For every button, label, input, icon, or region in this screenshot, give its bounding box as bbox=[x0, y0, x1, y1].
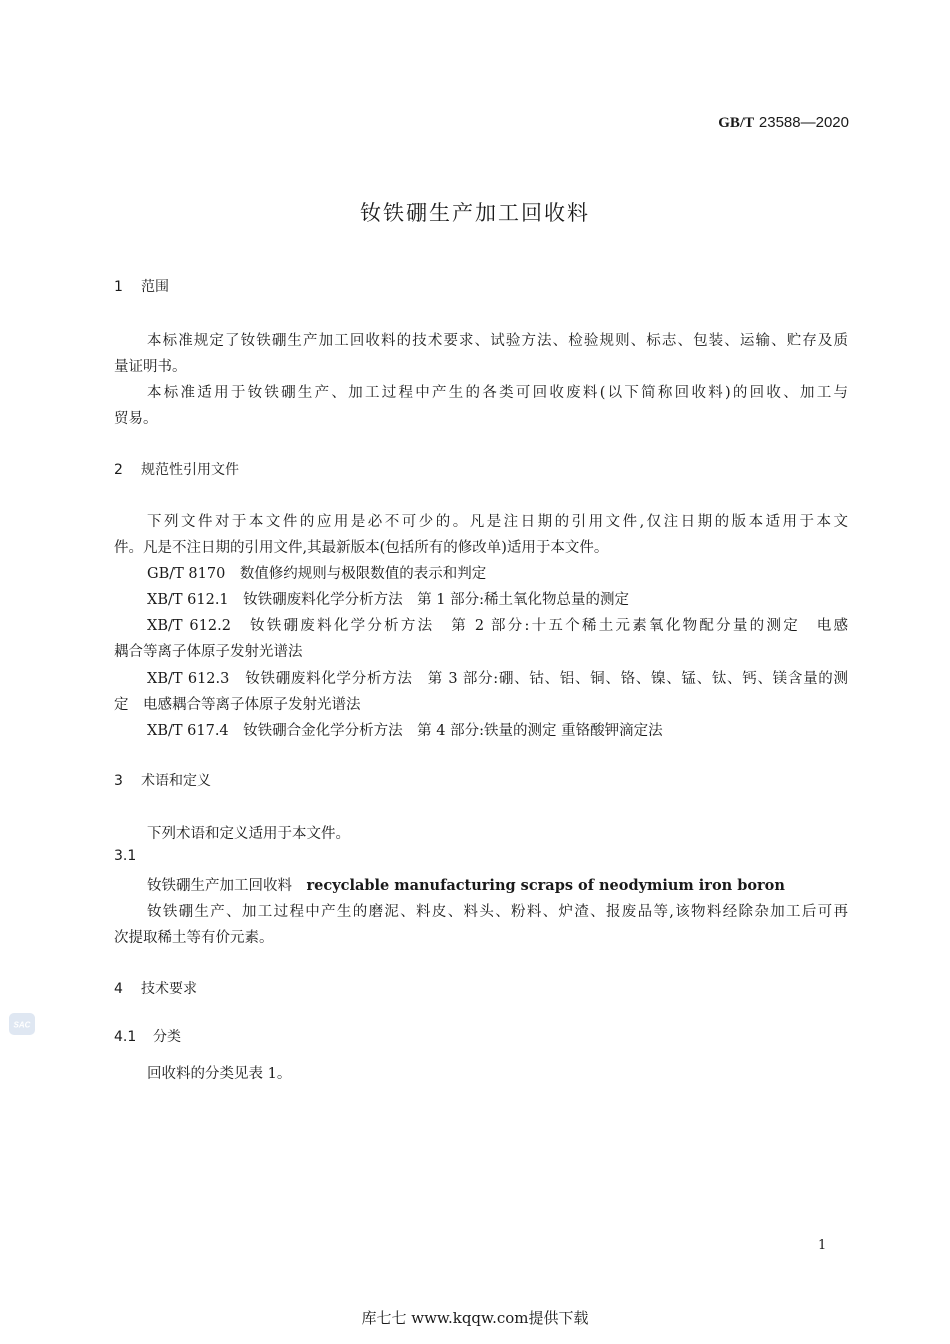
paragraph-line: 下列术语和定义适用于本文件。 bbox=[147, 826, 350, 842]
term-english: recyclable manufacturing scraps of neodymium iron boron bbox=[306, 877, 785, 894]
paragraph-line: 量证明书。 bbox=[114, 359, 187, 375]
reference-item bbox=[147, 614, 848, 635]
section-number: 4 bbox=[114, 981, 123, 997]
paragraph-line: 件。凡是不注日期的引用文件,其最新版本(包括所有的修改单)适用于本文件。 bbox=[114, 540, 609, 556]
subsection-heading-4-1 bbox=[114, 1026, 181, 1046]
definition-line: 次提取稀土等有价元素。 bbox=[114, 930, 274, 946]
standard-prefix: GB/T bbox=[718, 115, 755, 131]
section-title: 技术要求 bbox=[141, 981, 197, 997]
paragraph-line: 贸易。 bbox=[114, 411, 158, 427]
footer-download-note: 库七七 www.kqqw.com提供下载 bbox=[361, 1309, 589, 1327]
section-title: 术语和定义 bbox=[141, 773, 211, 789]
section-heading-2 bbox=[114, 459, 239, 479]
section-title: 范围 bbox=[141, 279, 169, 295]
reference-code: XB/T 617.4 bbox=[147, 723, 229, 739]
section-title: 规范性引用文件 bbox=[141, 462, 239, 478]
section-number: 2 bbox=[114, 462, 123, 478]
section-heading-1 bbox=[114, 276, 169, 296]
section-heading-4 bbox=[114, 978, 197, 998]
watermark-text: SAC bbox=[13, 1020, 31, 1030]
reference-title: 钕铁硼废料化学分析方法 第 1 部分:稀土氧化物总量的测定 bbox=[243, 592, 629, 608]
reference-code: GB/T 8170 bbox=[147, 566, 226, 582]
term-number: 3.1 bbox=[114, 848, 137, 864]
page-number: 1 bbox=[818, 1238, 827, 1253]
reference-code: XB/T 612.2 bbox=[147, 618, 231, 634]
reference-item bbox=[147, 588, 629, 609]
definition-line: 钕铁硼生产、加工过程中产生的磨泥、料皮、料头、粉料、炉渣、报废品等,该物料经除杂加工后可再 bbox=[147, 904, 848, 920]
paragraph-line: 下列文件对于本文件的应用是必不可少的。凡是注日期的引用文件,仅注日期的版本适用于本文 bbox=[147, 514, 848, 530]
section-title: 分类 bbox=[153, 1029, 181, 1045]
term-chinese: 钕铁硼生产加工回收料 bbox=[147, 878, 292, 894]
reference-title: 钕铁硼合金化学分析方法 第 4 部分:铁量的测定 重铬酸钾滴定法 bbox=[243, 723, 663, 739]
reference-title-cont: 耦合等离子体原子发射光谱法 bbox=[114, 644, 303, 660]
document-title: 钕铁硼生产加工回收料 bbox=[360, 201, 590, 225]
paragraph-line: 回收料的分类见表 1。 bbox=[147, 1066, 292, 1082]
section-number: 1 bbox=[114, 279, 123, 295]
reference-title: 数值修约规则与极限数值的表示和判定 bbox=[239, 566, 487, 582]
reference-item bbox=[147, 667, 848, 688]
section-heading-3 bbox=[114, 770, 211, 790]
reference-code: XB/T 612.3 bbox=[147, 671, 230, 687]
reference-code: XB/T 612.1 bbox=[147, 592, 229, 608]
section-number: 4.1 bbox=[114, 1029, 137, 1045]
paragraph-line: 本标准规定了钕铁硼生产加工回收料的技术要求、试验方法、检验规则、标志、包装、运输、贮存及质 bbox=[147, 333, 848, 349]
reference-title-cont: 定 电感耦合等离子体原子发射光谱法 bbox=[114, 697, 361, 713]
paragraph-line: 本标准适用于钕铁硼生产、加工过程中产生的各类可回收废料(以下简称回收料)的回收、加工与 bbox=[147, 385, 848, 401]
term-entry bbox=[147, 874, 785, 895]
reference-title: 钕铁硼废料化学分析方法 第 2 部分:十五个稀土元素氧化物配分量的测定 电感 bbox=[249, 618, 849, 634]
standard-number: 23588—2020 bbox=[758, 114, 849, 131]
reference-title: 钕铁硼废料化学分析方法 第 3 部分:硼、钴、铝、铜、铬、镍、锰、钛、钙、镁含量的测 bbox=[245, 671, 849, 687]
section-number: 3 bbox=[114, 773, 123, 789]
sac-watermark-logo bbox=[9, 1013, 35, 1035]
reference-item bbox=[147, 719, 663, 740]
standard-code bbox=[718, 113, 849, 132]
reference-item bbox=[147, 562, 486, 583]
